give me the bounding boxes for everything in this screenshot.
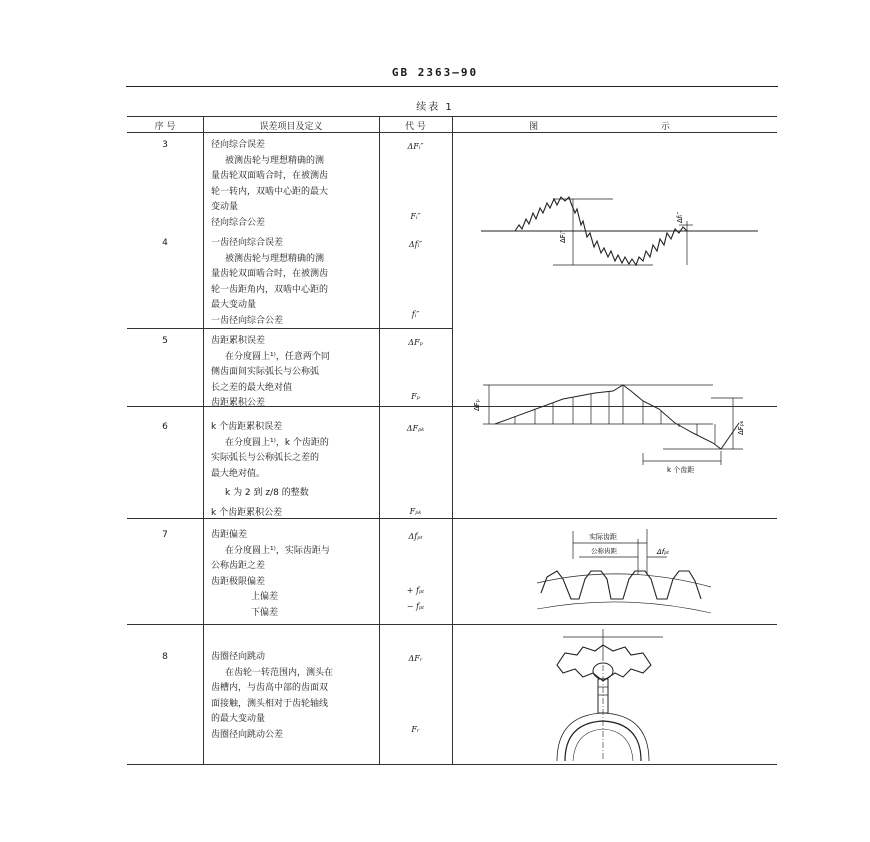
fig2-label-bottom: k 个齿距	[667, 466, 695, 474]
row-number: 8	[162, 652, 168, 662]
gear-tooth-profile	[541, 571, 701, 599]
tolerance-title: k 个齿距累积公差	[211, 507, 283, 518]
header-figure: 图 示	[529, 122, 730, 132]
row-definition: 径向综合误差 被测齿轮与理想精确的测 量齿轮双面啮合时，在被测齿 轮一转内，双啮中心距的最大 变动量 径向综合公差	[211, 138, 377, 232]
header-item: 误差项目及定义	[259, 122, 323, 132]
header-rule	[126, 86, 778, 87]
upper-deviation-symbol: + fₚₜ	[406, 586, 425, 595]
fig3-label-nominal: 公称齿距	[591, 547, 617, 555]
tolerance-symbol: Fᵢ″	[410, 212, 421, 221]
error-symbol: ΔFₚₖ	[406, 424, 425, 433]
fig3-label-dev: Δfₚₜ	[657, 548, 670, 556]
lower-deviation-symbol: − fₚₜ	[406, 602, 425, 611]
item-title: 齿距偏差	[211, 530, 248, 540]
error-symbol: Δfₚₜ	[408, 532, 423, 541]
row-number: 5	[162, 336, 168, 346]
tolerance-title: 齿圈径向跳动公差	[211, 729, 284, 740]
root-circle-arc	[537, 602, 711, 613]
error-symbol: ΔFᵣ	[408, 654, 423, 663]
table-rule	[127, 764, 777, 765]
composite-error-figure	[453, 133, 776, 328]
continuation-title: 续表 1	[416, 102, 454, 113]
item-title: 径向综合误差	[211, 140, 266, 150]
item-title: k 个齿距累积误差	[211, 422, 283, 432]
row-definition: 齿距偏差 在分度圆上¹⁾，实际齿距与 公称齿距之差 齿距极限偏差 上偏差 下偏差	[211, 528, 377, 622]
error-symbol: ΔFₚ	[408, 338, 423, 347]
item-title: 齿圈径向跳动	[211, 652, 266, 662]
row-number: 7	[162, 530, 168, 540]
header-symbol: 代 号	[405, 122, 426, 132]
cumulative-curve	[495, 385, 739, 449]
tolerance-symbol: fᵢ″	[411, 310, 420, 319]
tolerance-title: 一齿径向综合公差	[211, 315, 284, 326]
tolerance-title: 齿距累积公差	[211, 398, 266, 409]
fig3-label-actual: 实际齿距	[589, 533, 617, 541]
tolerance-symbol: Fᵣ	[411, 725, 420, 734]
standard-code: GB 2363—90	[391, 66, 479, 79]
fig1-label-small: Δfᵢ″	[676, 211, 684, 223]
header-no: 序 号	[154, 122, 176, 132]
row-number: 3	[162, 140, 168, 150]
fig1-label-big: ΔFᵢ″	[559, 230, 567, 243]
col-divider	[203, 116, 204, 764]
row-definition: k 个齿距累积误差 在分度圆上¹⁾，k 个齿距的 实际弧长与公称弧长之差的 最大绝对值。 k 为 2 到 z/8 的整数 k 个齿距累积公差	[211, 420, 377, 522]
error-symbol: Δfᵢ″	[408, 240, 423, 249]
tolerance-title: 径向综合公差	[211, 217, 266, 228]
fig2-label-left: ΔFₚ	[473, 399, 481, 411]
radial-runout-figure	[453, 625, 776, 763]
row-number: 6	[162, 422, 168, 432]
fig2-label-right: ΔFₚₖ	[737, 420, 745, 435]
item-title: 齿距累积误差	[211, 336, 266, 346]
row-definition: 一齿径向综合误差 被测齿轮与理想精确的测 量齿轮双面啮合时，在被测齿 轮一齿距角内，双啮中心距的 最大变动量 一齿径向综合公差	[211, 236, 377, 330]
row-definition: 齿距累积误差 在分度圆上¹⁾，任意两个同 侧齿面间实际弧长与公称弧 长之差的最大绝对值 齿距累积公差	[211, 334, 377, 412]
error-symbol: ΔFᵢ″	[407, 142, 424, 151]
item-title: 一齿径向综合误差	[211, 238, 284, 248]
row-definition: 齿圈径向跳动 在齿轮一转范围内，测头在 齿槽内，与齿高中部的齿面双 面接触，测头相对于齿轮轴线 的最大变动量 齿圈径向跳动公差	[211, 650, 377, 744]
tolerance-symbol: Fₚₖ	[409, 507, 422, 516]
error-items-table	[127, 116, 777, 764]
pitch-deviation-figure	[453, 519, 776, 623]
row-number: 4	[162, 238, 168, 248]
tolerance-symbol: Fₚ	[411, 392, 420, 401]
cumulative-pitch-figure	[453, 371, 776, 481]
